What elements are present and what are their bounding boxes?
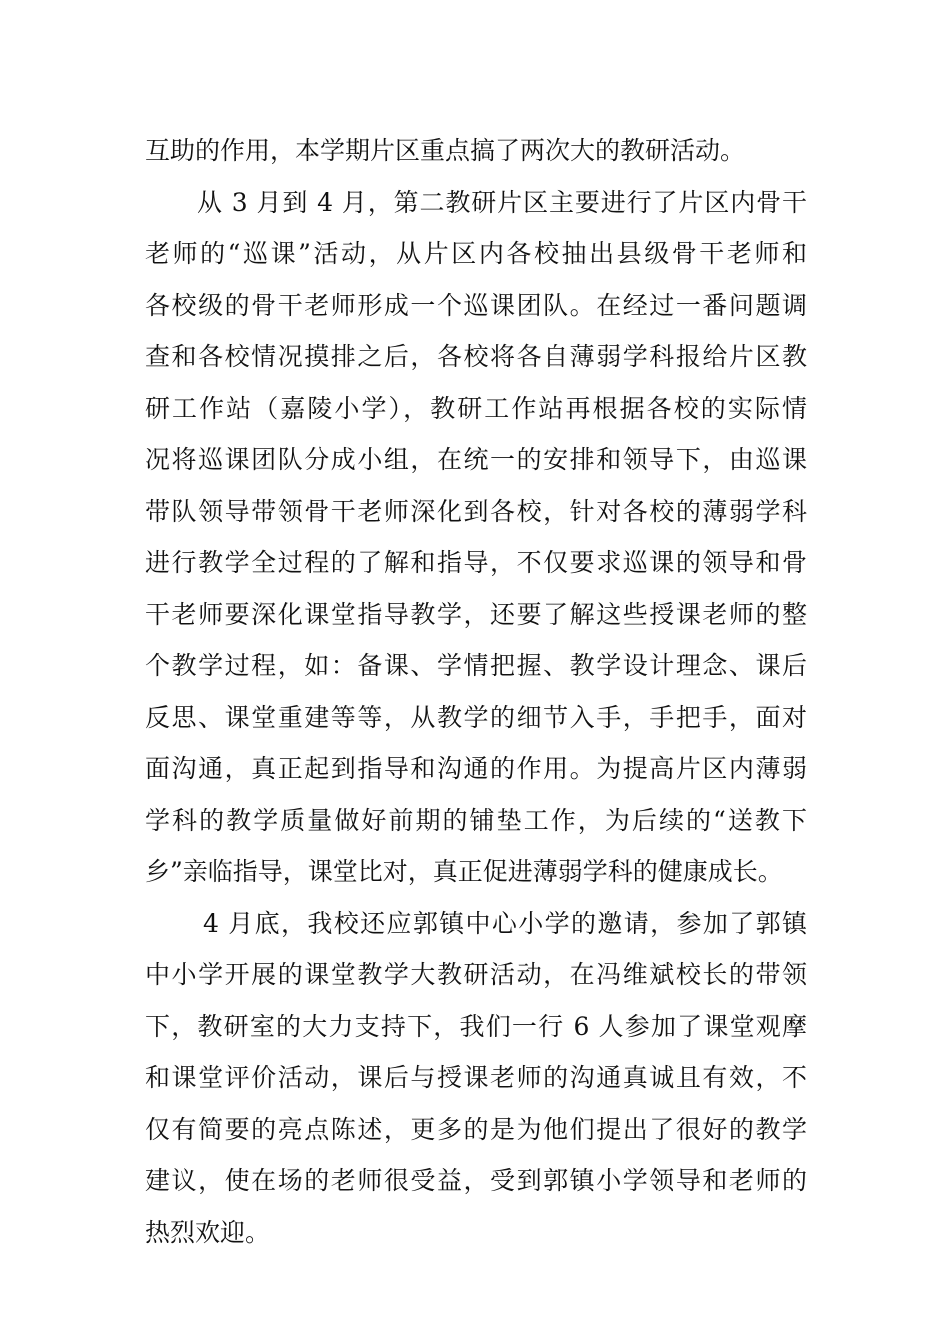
text-line: 反思、课堂重建等等，从教学的细节入手，手把手，面对	[145, 702, 807, 732]
text-line: 从 3 月到 4 月，第二教研片区主要进行了片区内骨干	[197, 187, 807, 217]
text-line: 互助的作用，本学期片区重点搞了两次大的教研活动。	[145, 136, 746, 165]
text-line: 学科的教学质量做好前期的铺垫工作，为后续的“送教下	[145, 805, 807, 835]
text-line: 面沟通，真正起到指导和沟通的作用。为提高片区内薄弱	[145, 754, 807, 783]
text-line: 建议，使在场的老师很受益，受到郭镇小学领导和老师的	[145, 1166, 807, 1195]
text-line: 老师的“巡课”活动，从片区内各校抽出县级骨干老师和	[145, 239, 807, 268]
text-line: 热烈欢迎。	[145, 1217, 271, 1247]
text-line: 查和各校情况摸排之后，各校将各自薄弱学科报给片区教	[145, 342, 807, 371]
text-line: 下，教研室的大力支持下，我们一行 6 人参加了课堂观摩	[145, 1011, 807, 1041]
text-line: 况将巡课团队分成小组，在统一的安排和领导下，由巡课	[145, 445, 807, 474]
text-line: 和课堂评价活动，课后与授课老师的沟通真诚且有效，不	[145, 1063, 807, 1092]
text-line: 研工作站（嘉陵小学），教研工作站再根据各校的实际情	[145, 393, 807, 423]
text-line: 进行教学全过程的了解和指导，不仅要求巡课的领导和骨	[145, 548, 807, 577]
text-line: 各校级的骨干老师形成一个巡课团队。在经过一番问题调	[145, 290, 807, 320]
text-line: 中小学开展的课堂教学大教研活动，在冯维斌校长的带领	[145, 960, 807, 989]
text-line: 带队领导带领骨干老师深化到各校，针对各校的薄弱学科	[145, 496, 807, 526]
text-line: 仅有简要的亮点陈述，更多的是为他们提出了很好的教学	[145, 1114, 807, 1144]
text-line: 乡”亲临指导，课堂比对，真正促进薄弱学科的健康成长。	[145, 857, 783, 886]
text-line: 个教学过程，如：备课、学情把握、教学设计理念、课后	[145, 651, 807, 680]
text-line: 4 月底，我校还应郭镇中心小学的邀请，参加了郭镇	[203, 908, 807, 938]
document-body	[145, 125, 807, 1258]
text-line: 干老师要深化课堂指导教学，还要了解这些授课老师的整	[145, 599, 807, 629]
